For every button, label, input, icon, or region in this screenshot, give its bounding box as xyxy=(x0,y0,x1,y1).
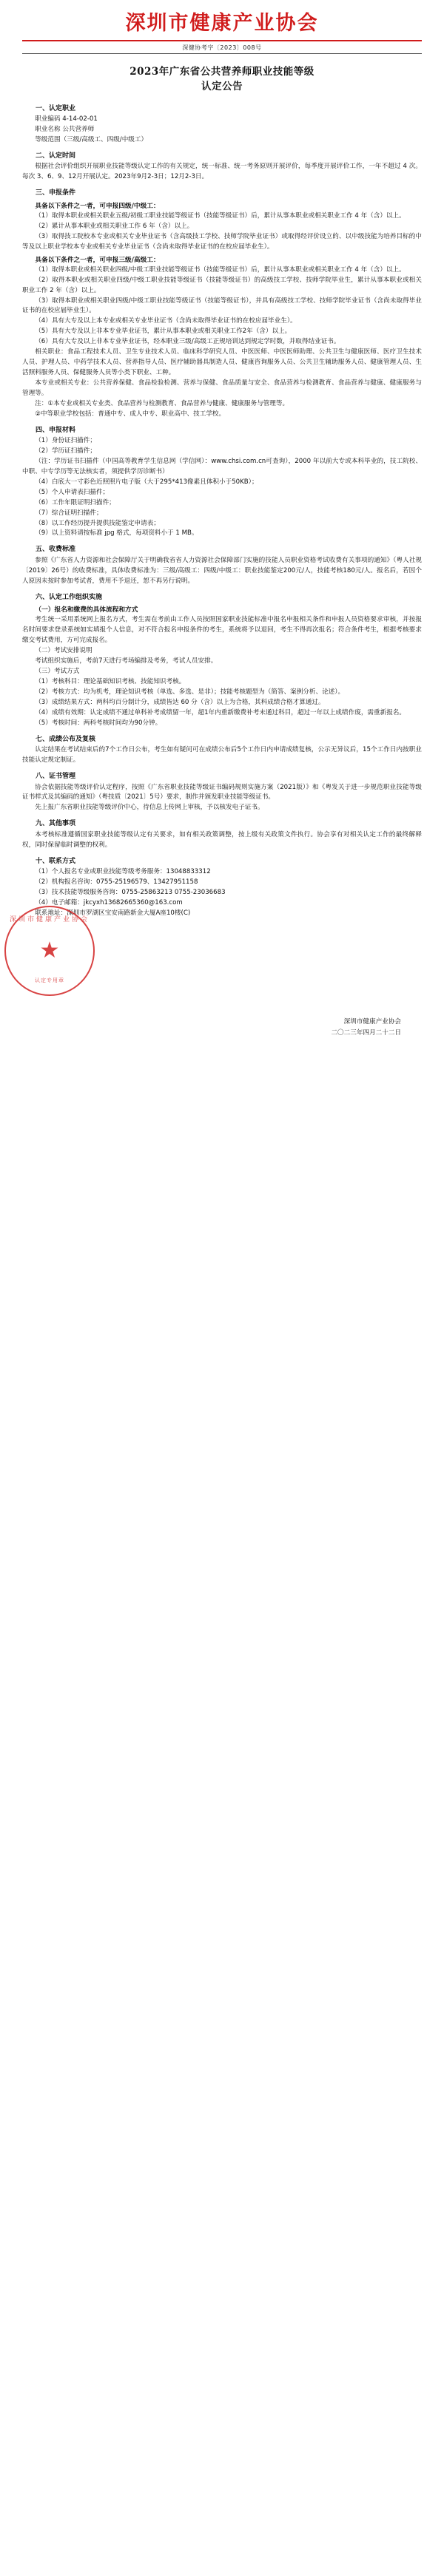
section-paragraph: 注：①本专业或相关专业类、食品营养与检测教育、食品营养与健康、健康服务与管理等。 xyxy=(35,399,289,407)
subsection-heading: （一）报名和缴费的具体流程和方式 xyxy=(35,606,138,614)
official-seal-icon xyxy=(4,906,95,996)
subsection-paragraph: （1）取得本职业或相关职业四级/中级工职业技能等级证书（技能等级证书）后，累计从事本职业或相关职业工作 4 年（含）以上。 xyxy=(35,265,406,274)
section-paragraph: ②中等职业学校包括：普通中专、成人中专、职业高中、技工学校。 xyxy=(35,410,226,418)
contact-phone-service: （3）技术技能等级服务咨询：0755-25863213 0755-23036683 xyxy=(35,889,226,897)
subsection-paragraph: （5）考核时间：两科考核时间均为90分钟。 xyxy=(35,719,162,727)
letterhead-thin-rule xyxy=(22,53,422,54)
section-paragraph: 本专业或相关专业：公共营养保健、食品检验检测、营养与保健、食品质量与安全、食品营养与检测教育、食品营养与健康、健康服务与管理等。 xyxy=(22,379,422,397)
contact-phone-personal: （1）个人报名专业或职业技能等级考务服务：13048833312 xyxy=(35,868,211,876)
subsection-paragraph: （1）取得本职业或相关职业五级/初级工职业技能等级证书（技能等级证书）后，累计从事本职业或相关职业工作 4 年（含）以上。 xyxy=(35,211,406,220)
page-title-line-1: 2023年广东省公共营养师职业技能等级 xyxy=(130,66,314,78)
section-heading: 十、联系方式 xyxy=(36,857,76,865)
organization-title: 深圳市健康产业协会 xyxy=(125,12,319,35)
section-heading: 二、认定时间 xyxy=(36,152,76,160)
section-paragraph: 本考核标准遵循国家职业技能等级认定有关要求，如有相关政策调整，按上级有关政策文件执行。协会享有对相关认定工作的最终解释权，同时保留临时调整的权利。 xyxy=(22,830,422,849)
section-paragraph: 协会依据技能等级评价认定程序，按照《广东省职业技能等级证书编码规则实施方案（2021版）》和《粤发关于进一步规范职业技能等级证书样式及其编码的通知》（粤技质〔2021〕5号）要求，制作并颁发职业技能等级证书。 xyxy=(22,783,422,801)
contact-address: 联系地址：深圳市罗湖区宝安南路新金大厦A座10楼(C) xyxy=(35,909,191,917)
subsection-paragraph: （4）成绩有效期：认定成绩不通过单科补考成绩留一年，超1年内重新缴费补考未通过科目，超过一年以上成绩作废，需重新报名。 xyxy=(35,708,406,716)
seal-star-icon: ★ xyxy=(39,937,60,963)
page-title xyxy=(22,64,422,95)
subsection-paragraph: （1）考核科目：理论基础知识考核、技能知识考核。 xyxy=(35,677,186,685)
section-paragraph: （7）综合证明扫描件； xyxy=(35,509,103,517)
section-paragraph: （2）学历证扫描件； xyxy=(35,447,96,455)
letterhead-red-rule xyxy=(22,40,422,41)
subsection-paragraph: （3）成绩结果方式：两科均百分制计分，成绩皆达 60 分（含）以上为合格，其科成绩合格才算通过。 xyxy=(35,698,325,706)
section-paragraph: （8）以工作经历提升提供技能鉴定申请表； xyxy=(35,519,160,527)
subsection-paragraph: （2）取得本职业或相关职业四级/中级工职业技能等级证书（技能等级证书）的高级技工学校、技师学院毕业生，累计从事本职业或相关职业工作 2 年（含）以上。 xyxy=(22,276,422,294)
signature-organization: 深圳市健康产业协会 xyxy=(343,1017,401,1026)
section-paragraph: （注：学历证书扫描件（中国高等教育学生信息网（学信网）：www.chsi.com.cn可查询），2000 年以前大专或本科毕业的，技工院校、中职、中专学历等无法核实者，须提供学历诊断书） xyxy=(22,458,422,475)
contact-email: （4）电子邮箱：jkcyxh13682665360@163.com xyxy=(35,899,183,907)
section-paragraph: 先上报广东省职业技能等级评价中心，待信息上传网上审核，予以核发电子证书。 xyxy=(35,804,264,812)
section-heading: 五、收费标准 xyxy=(36,546,76,554)
document-number: 深健协考字〔2023〕008号 xyxy=(182,44,262,52)
section-paragraph: 等级范围（三级/高级工、四级/中级工） xyxy=(35,135,148,143)
contact-phone-organization: （2）机构报名咨询：0755-25196579、13427951158 xyxy=(35,878,198,887)
letterhead xyxy=(22,7,422,54)
section-paragraph: 职业名称 公共营养师 xyxy=(35,126,95,134)
subsection-paragraph: （3）取得技工院校本专业或相关专业毕业证书（含高级技工学校、技师学院毕业证书）或取得经评价设立的、以中级技能为培养目标的中等及以上职业学校本专业或相关专业毕业证书（含尚未取得毕业证书的在校应届毕业生）。 xyxy=(22,232,422,251)
subsection-paragraph: 考试组织实施后，考前7天进行考场编排及考务，考试人员安排。 xyxy=(35,657,218,665)
section-heading: 四、申报材料 xyxy=(36,426,76,434)
section-heading: 八、证书管理 xyxy=(36,772,76,780)
subsection-paragraph: （三）考试方式 xyxy=(35,668,80,676)
section-paragraph: （9）以上资料请按标准 jpg 格式，每项资料小于 1 MB。 xyxy=(35,529,198,538)
section-paragraph: 相关职业：食品工程技术人员、卫生专业技术人员、临床科学研究人员、中医医师、中医医师助理、公共卫生与健康医师、医疗卫生技术人员、护理人员、中药学技术人员、营养指导人员、医疗辅助器具制造人员、健康咨询服务人员、公共卫生辅助服务人员、健康管理人员、生活照料服务人员、保健服务人员等小类下职业、工种。 xyxy=(22,348,422,376)
section-paragraph: 参照《广东省人力资源和社会保障厅关于明确我省省人力资源社会保障部门实施的技能人员职业资格考试收费有关事项的通知》（粤人社规〔2019〕26号）的收费标准，具体收费标准为：三级/高级工：四级/中级工：职业技能鉴定200元/人，技能考核180元/人。报名后，若因个人原因未按时参加考试者，费用不予退还，恕不再另行说明。 xyxy=(22,556,422,585)
seal-bottom-text: 认定专用章 xyxy=(35,977,64,984)
section-paragraph: 根据社会评价组织开展职业技能等级认定工作的有关规定，统一标准、统一考务原则开展评价，每季度开展评价工作，一年不超过 4 次。每次 3、6、9、12月开展认定。2023年9月2-3日；12月2-3日。 xyxy=(22,163,422,181)
signature-date: 二〇二三年四月二十二日 xyxy=(331,1029,401,1037)
section-paragraph: （5）个人申请表扫描件； xyxy=(35,488,110,496)
section-heading: 三、申报条件 xyxy=(36,189,76,197)
subsection-paragraph: （2）考核方式：均为机考，理论知识考核（单选、多选、是非）；技能考核题型为（简答、案例分析、论述）。 xyxy=(35,688,345,696)
section-paragraph: 认定结果在考试结束后的7个工作日公布，考生如有疑问可在成绩公布后5个工作日内申请成绩复核，公示无异议后，15个工作日内按职业技能认定规定制证。 xyxy=(22,746,422,765)
document-body xyxy=(22,104,422,919)
subsection-heading: 具备以下条件之一者，可申报三级/高级工： xyxy=(35,256,160,264)
section-paragraph: （6）工作年限证明扫描件； xyxy=(35,498,115,506)
section-paragraph: （1）身份证扫描件； xyxy=(35,437,96,445)
seal-top-text: 深圳市健康产业协会 xyxy=(9,915,90,923)
subsection-heading: 具备以下条件之一者，可申报四级/中级工： xyxy=(35,202,160,210)
subsection-paragraph: （4）具有大专及以上本专业或相关专业毕业证书（含尚未取得毕业证书的在校应届毕业生）。 xyxy=(35,317,297,325)
subsection-paragraph: （2）累计从事本职业或相关职业工作 6 年（含）以上。 xyxy=(35,222,194,230)
section-heading: 九、其他事项 xyxy=(36,820,76,828)
subsection-paragraph: （3）取得本职业或相关职业四级/中级工职业技能等级证书（技能等级证书），并具有高级技工学校、技师学院毕业证书（含尚未取得毕业证书的在校应届毕业生）。 xyxy=(22,296,422,315)
page-title-line-2: 认定公告 xyxy=(201,81,243,93)
section-paragraph: 职业编码 4-14-02-01 xyxy=(35,115,98,123)
section-heading: 六、认定工作组织实施 xyxy=(36,593,103,601)
subsection-paragraph: 考生统一采用系统网上报名方式，考生需在考前由工作人员按照国家职业技能标准中报名申报相关条件和申报人员资格要求审核，并按报名时间要求登录系统如实填报个人信息，对不符合报名申报条件的考生，系统将予以退回，考生不得再次报名；符合条件考生，根据考核要求缴交考试费用，方可完成报名。 xyxy=(22,616,422,645)
section-heading: 七、成绩公布及复核 xyxy=(36,735,96,743)
signature-block xyxy=(9,915,422,1040)
section-paragraph: （4）白底大一寸彩色近照照片电子版（大于295*413像素且体积小于50KB）； xyxy=(35,478,258,486)
subsection-paragraph: （5）具有大专及以上非本专业毕业证书，累计从事本职业或相关职业工作2年（含）以上。 xyxy=(35,328,292,336)
section-heading: 一、认定职业 xyxy=(36,104,76,112)
subsection-paragraph: （6）具有大专及以上非本专业毕业证书，经本职业三级/高级工正规培训达到规定学时数，并取得结业证书。 xyxy=(35,338,340,346)
subsection-paragraph: （二）考试安排说明 xyxy=(35,647,92,655)
